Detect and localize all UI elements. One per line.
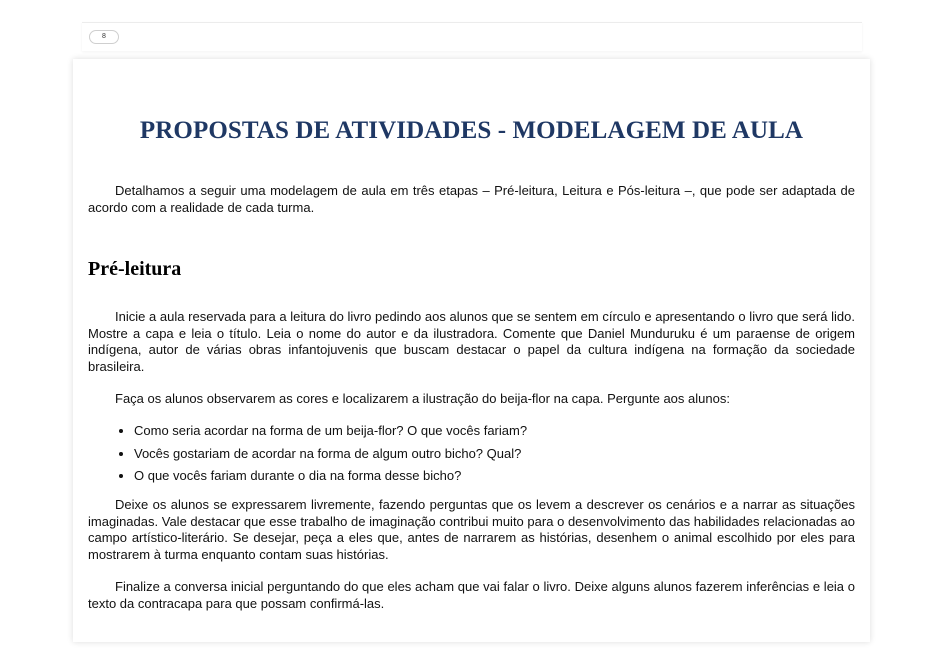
intro-paragraph: Detalhamos a seguir uma modelagem de aula em três etapas – Pré-leitura, Leitura e Pós-leitura –, que pode ser adaptada de acordo com a realidade de cada turma. <box>88 183 855 215</box>
pre-reading-paragraph-1: Inicie a aula reservada para a leitura do livro pedindo aos alunos que se sentem em círculo e apresentando o livro que será lido. Mostre a capa e leia o título. Leia o nome do autor e da ilustradora. Comente que Daniel Munduruku é um paraense de origem indígena, autor de várias obras infantojuvenis que buscam destacar o papel da cultura indígena na formação da sociedade brasileira. <box>88 309 855 374</box>
intro-block <box>88 183 855 216</box>
page-navigation-strip <box>82 22 862 51</box>
section-heading: Pré-leitura <box>88 258 182 280</box>
pre-reading-paragraph-4-block <box>88 579 855 612</box>
page-title: PROPOSTAS DE ATIVIDADES - MODELAGEM DE AULA <box>139 117 804 144</box>
pre-reading-paragraph-1-block <box>88 309 855 375</box>
pre-reading-paragraph-4: Finalize a conversa inicial perguntando do que eles acham que vai falar o livro. Deixe alguns alunos fazerem inferências e leia o texto da contracapa para que possam confirmá-las. <box>88 579 855 611</box>
list-item: • Vocês gostariam de acordar na forma de algum outro bicho? Qual? <box>134 446 527 463</box>
pre-reading-paragraph-2-block <box>88 391 855 408</box>
list-item: • Como seria acordar na forma de um beija-flor? O que vocês fariam? <box>134 423 527 440</box>
pre-reading-paragraph-2: Faça os alunos observarem as cores e localizarem a ilustração do beija-flor na capa. Pergunte aos alunos: <box>115 391 730 406</box>
page-number-indicator[interactable]: 8 <box>89 30 119 44</box>
question-list <box>88 423 527 491</box>
pre-reading-paragraph-3-block <box>88 497 855 563</box>
list-item: • O que vocês fariam durante o dia na forma desse bicho? <box>134 468 527 485</box>
document-page <box>73 59 870 642</box>
pre-reading-paragraph-3: Deixe os alunos se expressarem livremente, fazendo perguntas que os levem a descrever os cenários e a narrar as situações imaginadas. Vale destacar que esse trabalho de imaginação contribui muito para o desenvolvimento das habilidades relacionadas ao campo artístico-literário. Se desejar, peça a eles que, antes de narrarem as histórias, desenhem o animal escolhido por eles para mostrarem à turma enquanto contam suas histórias. <box>88 497 855 562</box>
